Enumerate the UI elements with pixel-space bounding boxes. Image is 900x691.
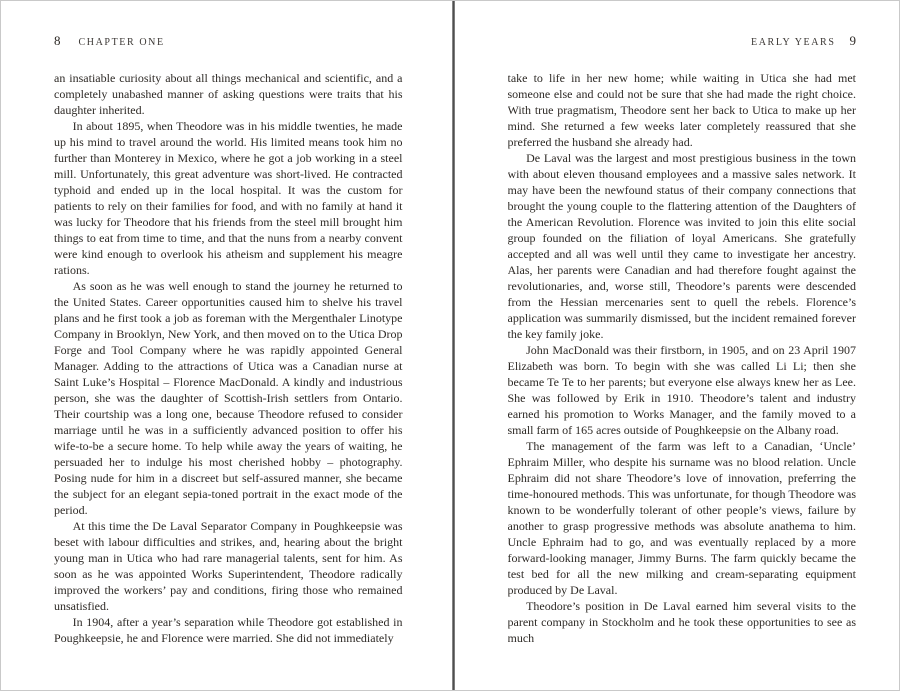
left-page-number: 8	[54, 33, 61, 48]
paragraph: take to life in her new home; while waiting in Utica she had met someone else and could not be sure that she had made the right choice. With true pragmatism, Theodore sent her back to Utica to make up her mind. She returned a few weeks later completely reassured that she preferred the husband she already had.	[507, 71, 856, 149]
paragraph: John MacDonald was their firstborn, in 1905, and on 23 April 1907 Elizabeth was born. To begin with she was called Li Li; then she became Te Te to her parents; but everyone else always knew her as Lee. She was followed by Erik in 1910. Theodore’s talent and industry earned his promotion to Works Manager, and the family moved to a small farm of 165 acres outside of Poughkeepsie on the Albany road.	[507, 343, 856, 437]
paragraph: In 1904, after a year’s separation while Theodore got established in Poughkeepsie, he and Florence were married. She did not immediately	[54, 615, 403, 645]
right-page-number: 9	[849, 33, 856, 48]
paragraph: In about 1895, when Theodore was in his middle twenties, he made up his mind to travel around the world. His limited means took him no further than Monterey in Mexico, where he got a job working in a steel mill. Unfortunately, this great adventure was short-lived. He contracted typhoid and ended up in the local hospital. It was the custom for patients to rely on their families for food, and with no family at hand it was lucky for Theodore that his friends from the steel mill brought him things to eat from time to time, and that the nuns from a nearby convent were kind enough to overlook his atheism and supplement his meagre rations.	[54, 119, 403, 277]
paragraph: The management of the farm was left to a Canadian, ‘Uncle’ Ephraim Miller, who despite his surname was no blood relation. Uncle Ephraim did not share Theodore’s love of innovation, preferring the time-honoured methods. This was unfortunate, for though Theodore was known to be wonderfully tolerant of other people’s views, failure by another to grasp progressive methods was absolute anathema to him. Uncle Ephraim had to go, and was eventually replaced by a more forward-looking manager, Jimmy Burns. The farm quickly became the test bed for all the new milking and cream-separating equipment produced by De Laval.	[507, 439, 856, 597]
paragraph: Theodore’s position in De Laval earned him several visits to the parent company in Stockholm and he took these opportunities to see as much	[507, 599, 856, 645]
paragraph: As soon as he was well enough to stand the journey he returned to the United States. Career opportunities caused him to shelve his travel plans and he first took a job as foreman with the Mergenthaler Linotype Company in Brooklyn, New York, and then moved on to the Utica Drop Forge and Tool Company where he was rapidly appointed General Manager. Adding to the attractions of Utica was a Canadian nurse at Saint Luke’s Hospital – Florence MacDonald. A kindly and industrious person, she was the daughter of Scottish-Irish settlers from Ontario. Their courtship was a long one, because Theodore refused to consider marriage until he was in a sufficiently advanced position to offer his wife-to-be a secure home. To help while away the years of waiting, he persuaded her to indulge his most cherished hobby – photography. Posing nude for him in a discreet but self-assured manner, she became the subject for an elegant sepia-toned portrait in the exact mode of the period.	[54, 279, 403, 517]
left-page-header	[54, 33, 403, 49]
right-page-body-text	[508, 70, 857, 646]
right-running-head: EARLY YEARS	[751, 37, 836, 48]
right-page-header	[508, 33, 857, 49]
left-page	[1, 1, 452, 690]
paragraph: an insatiable curiosity about all things mechanical and scientific, and a completely unabashed manner of asking questions were traits that his daughter inherited.	[54, 71, 403, 117]
left-running-head: CHAPTER ONE	[78, 37, 165, 48]
paragraph: De Laval was the largest and most prestigious business in the town with about eleven thousand employees and a massive sales network. It may have been the newfound status of their company connections that brought the young couple to the flattering attention of the Daughters of the American Revolution. Florence was invited to join this elite social group founded on the filiation of loyal Americans. She gratefully accepted and all was well until they came to investigate her ancestry. Alas, her parents were Canadian and had therefore fought against the revolutionaries, and, worse still, Theodore’s parents were descended from the Hessian mercenaries sent to quell the rebels. Florence’s application was summarily dismissed, but the incident remained forever the key family joke.	[507, 151, 856, 341]
left-page-body-text	[54, 70, 403, 646]
paragraph: At this time the De Laval Separator Company in Poughkeepsie was beset with labour difficulties and strikes, and, hearing about the bright young man in Utica who had rare managerial talents, sent for him. As soon as he was appointed Works Superintendent, Theodore radically improved the workers’ pay and conditions, firing those who remained unsatisfied.	[54, 519, 403, 613]
right-page	[455, 1, 900, 690]
